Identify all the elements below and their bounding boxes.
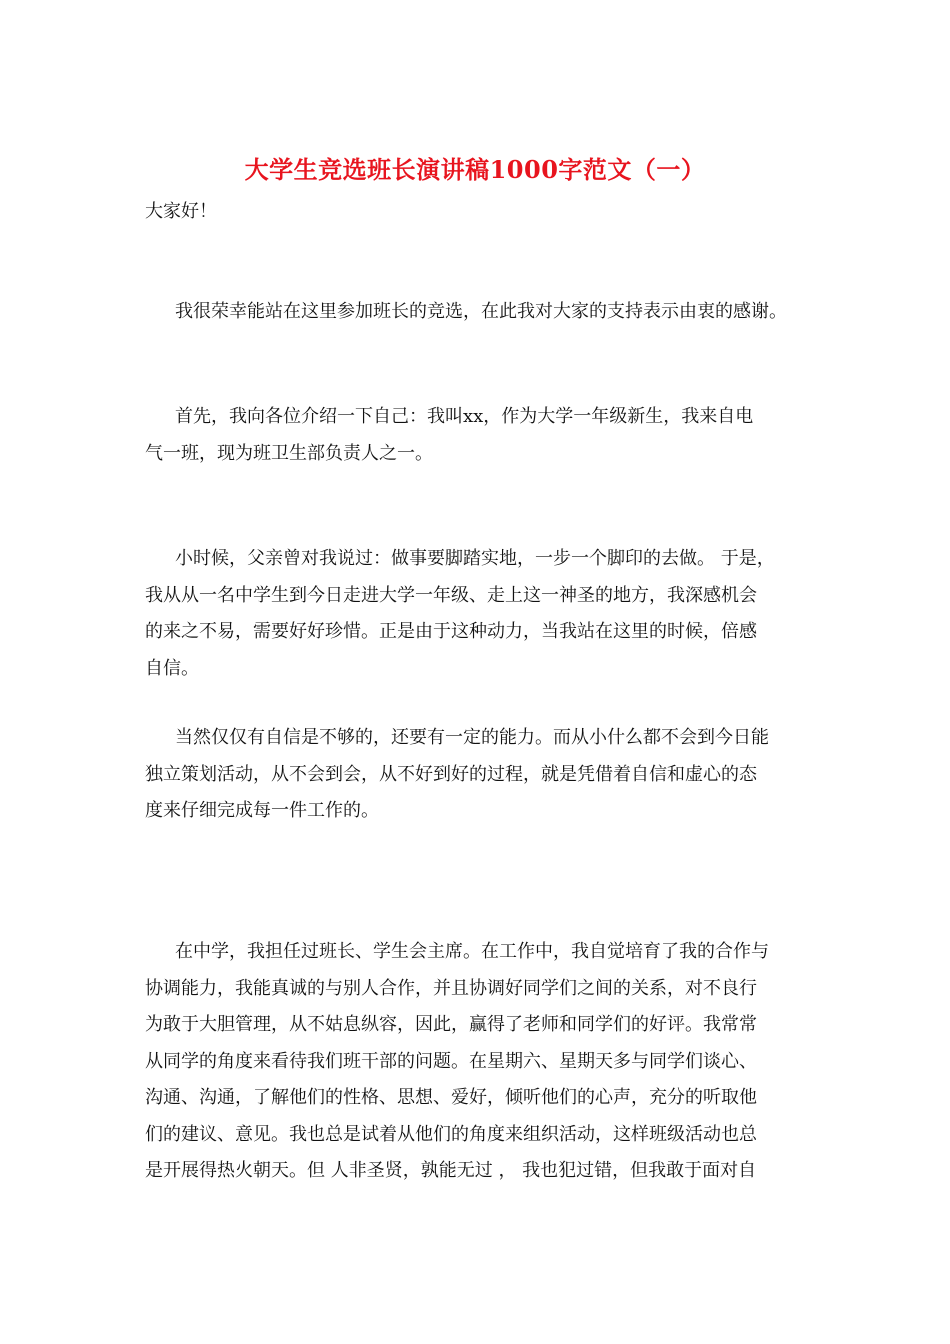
greeting-text: 大家好！ (145, 201, 217, 222)
paragraph-line: 的来之不易，需要好好珍惜。正是由于这种动力，当我站在这里的时候，倍感 (145, 621, 757, 642)
paragraph-line: 协调能力，我能真诚的与别人合作，并且协调好同学们之间的关系，对不良行 (145, 977, 757, 999)
paragraph-line: 沟通、沟通，了解他们的性格、思想、爱好，倾听他们的心声，充分的听取他 (145, 1087, 757, 1108)
paragraph-line: 首先，我向各位介绍一下自己：我叫xx，作为大学一年级新生，我来自电 (175, 406, 754, 427)
paragraph-line: 自信。 (145, 657, 199, 679)
paragraph-line: 我从从一名中学生到今日走进大学一年级、走上这一神圣的地方，我深感机会 (145, 584, 757, 606)
paragraph-line: 在中学，我担任过班长、学生会主席。在工作中，我自觉培育了我的合作与 (175, 941, 769, 962)
paragraph-line: 当然仅仅有自信是不够的，还要有一定的能力。而从小什么都不会到今日能 (175, 727, 769, 748)
paragraph-line: 度来仔细完成每一件工作的。 (145, 800, 379, 821)
paragraph-line: 小时候，父亲曾对我说过：做事要脚踏实地，一步一个脚印的去做。 于是， (175, 548, 775, 569)
paragraph-line: 气一班，现为班卫生部负责人之一。 (145, 442, 433, 464)
paragraph-line: 们的建议、意见。我也总是试着从他们的角度来组织活动，这样班级活动也总 (145, 1123, 757, 1145)
paragraph-3 (145, 541, 815, 687)
paragraph-1 (145, 294, 815, 331)
paragraph-4 (145, 720, 815, 830)
paragraph-line: 为敢于大胆管理，从不姑息纵容，因此，赢得了老师和同学们的好评。我常常 (145, 1014, 757, 1035)
paragraph-line: 独立策划活动，从不会到会，从不好到好的过程，就是凭借着自信和虚心的态 (145, 763, 757, 785)
paragraph-line: 是开展得热火朝天。但 人非圣贤，孰能无过 ， 我也犯过错，但我敢于面对自 (145, 1160, 757, 1181)
paragraph-5 (145, 934, 815, 1190)
paragraph-line: 我很荣幸能站在这里参加班长的竞选，在此我对大家的支持表示由衷的感谢。 (175, 301, 787, 322)
document-title: 大学生竞选班长演讲稿1000字范文（一） (244, 155, 706, 184)
paragraph-line: 从同学的角度来看待我们班干部的问题。在星期六、星期天多与同学们谈心、 (145, 1050, 757, 1072)
paragraph-2 (145, 399, 815, 472)
